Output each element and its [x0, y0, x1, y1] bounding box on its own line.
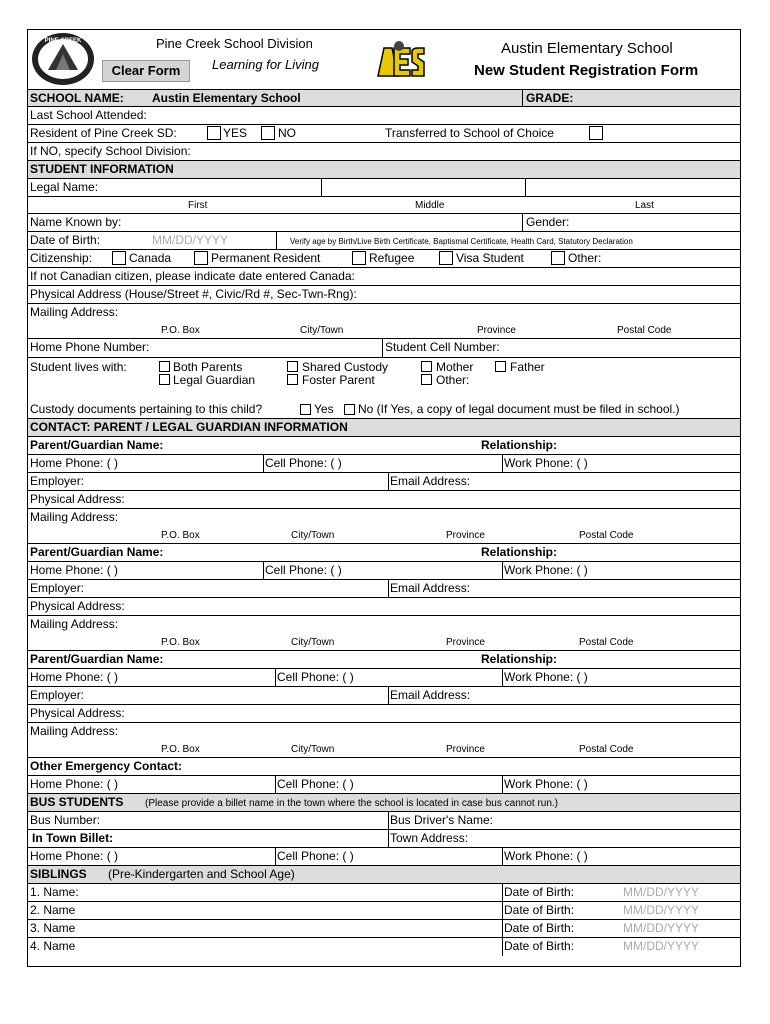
both-parents-checkbox[interactable]	[159, 361, 170, 372]
shared-custody-checkbox[interactable]	[287, 361, 298, 372]
canada-checkbox[interactable]	[112, 251, 126, 265]
sibling-row: 4. Name Date of Birth: MM/DD/YYYY	[28, 938, 740, 956]
registration-form	[27, 29, 741, 967]
guardian2-phone-row: Home Phone: ( ) Cell Phone: ( ) Work Phone: ( )	[28, 562, 740, 580]
sibling-dob-input[interactable]: MM/DD/YYYY	[623, 939, 700, 953]
custody-row: Custody documents pertaining to this child? Yes No (If Yes, a copy of legal document must be filed in school.)	[28, 401, 740, 419]
bus-number-row: Bus Number: Bus Driver's Name:	[28, 812, 740, 830]
transferred-checkbox[interactable]	[589, 126, 603, 140]
billet-phone-row: Home Phone: ( ) Cell Phone: ( ) Work Phone: ( )	[28, 848, 740, 866]
if-no-row: If NO, specify School Division:	[28, 143, 740, 161]
school-name-row: SCHOOL NAME: Austin Elementary School GRADE:	[28, 89, 740, 107]
legal-guardian-checkbox[interactable]	[159, 374, 170, 385]
school-name: Austin Elementary School	[501, 40, 673, 57]
last-school-row: Last School Attended:	[28, 107, 740, 125]
form-header	[28, 30, 740, 89]
guardian2-mailing-row: Mailing Address:	[30, 617, 119, 631]
clear-form-button[interactable]: Clear Form	[102, 60, 190, 82]
guardian1-mailing-parts: P.O. Box City/Town Province Postal Code	[28, 527, 740, 544]
guardian1-mailing-row: Mailing Address:	[30, 510, 119, 524]
home-phone-row: Home Phone Number: Student Cell Number:	[28, 339, 740, 357]
legal-name-row: Legal Name:	[28, 179, 740, 197]
resident-yes-checkbox[interactable]	[207, 126, 221, 140]
guardian2-physical-row: Physical Address:	[28, 598, 740, 616]
physical-address-row: Physical Address (House/Street #, Civic/Rd #, Sec-Twn-Rng):	[28, 286, 740, 304]
contact-section-header: CONTACT: PARENT / LEGAL GUARDIAN INFORMATION	[28, 419, 740, 437]
guardian2-mailing-parts: P.O. Box City/Town Province Postal Code	[28, 634, 740, 651]
school-name-value: Austin Elementary School	[152, 91, 301, 105]
aes-logo-icon	[370, 40, 428, 80]
guardian3-employer-row: Employer: Email Address:	[28, 687, 740, 705]
guardian2-employer-row: Employer: Email Address:	[28, 580, 740, 598]
division-seal-icon	[30, 32, 96, 86]
form-title: New Student Registration Form	[474, 62, 699, 79]
resident-row: Resident of Pine Creek SD: YES NO Transferred to School of Choice	[28, 125, 740, 143]
guardian1-name-row: Parent/Guardian Name: Relationship:	[28, 437, 740, 455]
resident-no-checkbox[interactable]	[261, 126, 275, 140]
guardian1-physical-row: Physical Address:	[28, 491, 740, 509]
mailing-parts-row: P.O. Box City/Town Province Postal Code	[28, 322, 740, 339]
other-lives-checkbox[interactable]	[421, 374, 432, 385]
sibling-dob-input[interactable]: MM/DD/YYYY	[623, 885, 700, 899]
guardian2-name-row: Parent/Guardian Name: Relationship:	[28, 544, 740, 562]
name-parts-row: First Middle Last	[28, 197, 740, 214]
emergency-phone-row: Home Phone: ( ) Cell Phone: ( ) Work Phone: ( )	[28, 776, 740, 794]
foster-parent-checkbox[interactable]	[287, 374, 298, 385]
lives-with-row: Student lives with: Both Parents Shared Custody Mother Father Legal Guardian Foster Parent Other:	[28, 357, 740, 405]
siblings-section-header: SIBLINGS (Pre-Kindergarten and School Age)	[28, 866, 740, 884]
guardian3-mailing-row: Mailing Address:	[30, 724, 119, 738]
division-motto: Learning for Living	[212, 57, 319, 72]
citizenship-row: Citizenship: Canada Permanent Resident Refugee Visa Student Other:	[28, 250, 740, 268]
mother-checkbox[interactable]	[421, 361, 432, 372]
sibling-row: 3. Name Date of Birth: MM/DD/YYYY	[28, 920, 740, 938]
sibling-dob-input[interactable]: MM/DD/YYYY	[623, 903, 700, 917]
student-section-header: STUDENT INFORMATION	[28, 161, 740, 179]
other-citizenship-checkbox[interactable]	[551, 251, 565, 265]
guardian3-physical-row: Physical Address:	[28, 705, 740, 723]
guardian1-employer-row: Employer: Email Address:	[28, 473, 740, 491]
guardian3-name-row: Parent/Guardian Name: Relationship:	[28, 651, 740, 669]
sibling-row: 2. Name Date of Birth: MM/DD/YYYY	[28, 902, 740, 920]
dob-row: Date of Birth: MM/DD/YYYY Verify age by Birth/Live Birth Certificate, Baptismal Certificate, Health Card, Statutory Declaration	[28, 232, 740, 250]
visa-student-checkbox[interactable]	[439, 251, 453, 265]
division-name: Pine Creek School Division	[156, 36, 313, 51]
bus-section-header: BUS STUDENTS (Please provide a billet name in the town where the school is located in case bus cannot run.)	[28, 794, 740, 812]
custody-no-checkbox[interactable]	[344, 404, 355, 415]
sibling-dob-input[interactable]: MM/DD/YYYY	[623, 921, 700, 935]
billet-row: In Town Billet: Town Address:	[28, 830, 740, 848]
guardian3-mailing-parts: P.O. Box City/Town Province Postal Code	[28, 741, 740, 758]
guardian1-phone-row: Home Phone: ( ) Cell Phone: ( ) Work Phone: ( )	[28, 455, 740, 473]
known-by-row: Name Known by: Gender:	[28, 214, 740, 232]
permanent-resident-checkbox[interactable]	[194, 251, 208, 265]
student-dob-input[interactable]: MM/DD/YYYY	[152, 233, 229, 247]
sibling-row: 1. Name: Date of Birth: MM/DD/YYYY	[28, 884, 740, 902]
other-emergency-row: Other Emergency Contact:	[28, 758, 740, 776]
refugee-checkbox[interactable]	[352, 251, 366, 265]
not-canadian-row: If not Canadian citizen, please indicate date entered Canada:	[28, 268, 740, 286]
father-checkbox[interactable]	[495, 361, 506, 372]
mailing-address-row: Mailing Address:	[30, 305, 119, 319]
custody-yes-checkbox[interactable]	[300, 404, 311, 415]
guardian3-phone-row: Home Phone: ( ) Cell Phone: ( ) Work Phone: ( )	[28, 669, 740, 687]
svg-text:PINE CREEK: PINE CREEK	[44, 38, 82, 44]
